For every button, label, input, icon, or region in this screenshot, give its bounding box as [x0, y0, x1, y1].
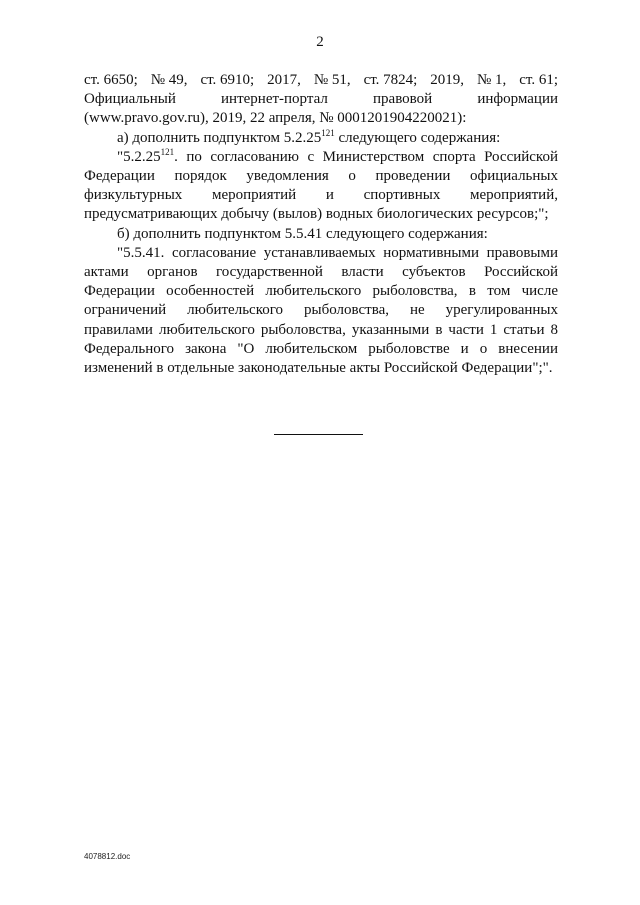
end-divider	[274, 434, 363, 435]
item-a	[84, 129, 558, 148]
item-a-text-end: следующего содержания:	[334, 129, 501, 146]
page-number: 2	[316, 34, 324, 50]
reference-continuation: Официальный интернет-портал правовой информации (www.pravo.gov.ru), 2019, 22 апреля, № 0001201904220021):	[84, 91, 558, 127]
clause-5-2-25-superscript: 121	[160, 146, 175, 157]
ref-token: ст. 6650;	[84, 72, 138, 88]
ref-token: № 49,	[150, 72, 188, 88]
item-b: б) дополнить подпунктом 5.5.41 следующего содержания:	[117, 225, 488, 242]
ref-token: ст. 7824;	[363, 72, 418, 88]
clause-5-2-25-text: . по согласованию с Министерством спорта Российской Федерации порядок уведомления о проведении официальных физкультурных мероприятий и спортивных мероприятий, предусматривающих добычу (вылов) водных биологических ресурсов;";	[84, 148, 558, 223]
item-a-text: а) дополнить подпунктом 5.2.25	[117, 129, 322, 146]
clause-5-2-25-number: "5.2.25	[117, 148, 161, 165]
item-a-superscript: 121	[321, 127, 335, 138]
document-id: 4078812.doc	[84, 852, 131, 861]
ref-token: ст. 61;	[519, 72, 558, 88]
ref-token: № 1,	[476, 72, 507, 88]
ref-token: № 51,	[313, 72, 351, 88]
clause-5-2-25	[84, 148, 558, 225]
reference-line	[84, 71, 558, 90]
document-body	[84, 71, 558, 378]
ref-token: 2019,	[430, 72, 465, 88]
ref-token: 2017,	[267, 72, 301, 88]
ref-token: ст. 6910;	[200, 72, 255, 88]
clause-5-5-41: "5.5.41. согласование устанавливаемых нормативными правовыми актами органов государственной власти субъектов Российской Федерации особенностей любительского рыболовства, в том числе ограничений любительского рыболовства, не урегулированных правилами любительского рыболовства, указанными в части 1 статьи 8 Федерального закона "О любительском рыболовстве и о внесении изменений в отдельные законодательные акты Российской Федерации";".	[84, 244, 558, 377]
